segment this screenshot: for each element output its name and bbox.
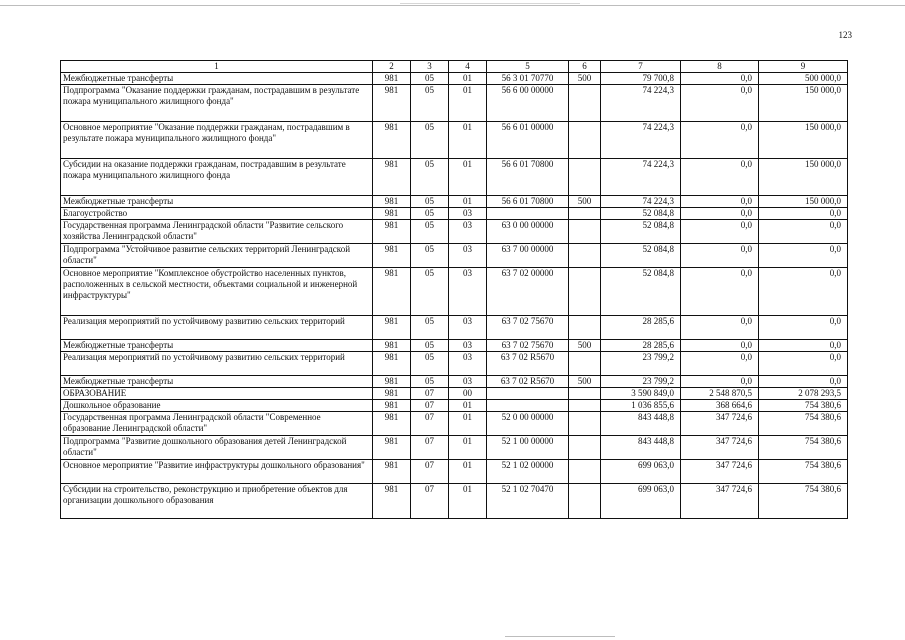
row-value-cell: 981 <box>373 436 411 460</box>
row-value-cell: 500 <box>569 376 601 388</box>
row-value-cell <box>569 220 601 244</box>
row-value-cell: 23 799,2 <box>601 376 681 388</box>
row-value-cell <box>569 122 601 159</box>
row-value-cell: 0,0 <box>681 73 759 85</box>
row-value-cell: 00 <box>449 388 487 400</box>
header-cell-4: 4 <box>449 61 487 73</box>
table-row <box>61 484 848 519</box>
row-value-cell: 150 000,0 <box>759 159 848 196</box>
row-value-cell: 01 <box>449 85 487 122</box>
row-value-cell: 981 <box>373 85 411 122</box>
row-value-cell: 05 <box>411 244 449 268</box>
row-value-cell: 05 <box>411 352 449 376</box>
table-row <box>61 376 848 388</box>
row-value-cell: 03 <box>449 316 487 340</box>
row-value-cell: 981 <box>373 316 411 340</box>
table-row <box>61 352 848 376</box>
row-value-cell: 79 700,8 <box>601 73 681 85</box>
row-value-cell <box>569 484 601 519</box>
row-value-cell: 843 448,8 <box>601 412 681 436</box>
row-value-cell: 63 7 02 75670 <box>487 316 569 340</box>
table-row <box>61 208 848 220</box>
row-value-cell: 05 <box>411 316 449 340</box>
row-name-cell: Реализация мероприятий по устойчивому развитию сельских территорий <box>61 352 373 376</box>
row-value-cell: 0,0 <box>681 340 759 352</box>
row-value-cell: 01 <box>449 122 487 159</box>
row-value-cell: 754 380,6 <box>759 436 848 460</box>
row-value-cell: 843 448,8 <box>601 436 681 460</box>
row-name-cell: Межбюджетные трансферты <box>61 340 373 352</box>
row-value-cell: 07 <box>411 400 449 412</box>
row-name-cell: Подпрограмма "Развитие дошкольного образования детей Ленинградской области" <box>61 436 373 460</box>
row-value-cell: 07 <box>411 460 449 484</box>
row-value-cell: 754 380,6 <box>759 484 848 519</box>
row-value-cell: 500 <box>569 73 601 85</box>
table-row <box>61 268 848 316</box>
row-value-cell: 07 <box>411 484 449 519</box>
row-value-cell <box>569 208 601 220</box>
row-value-cell: 0,0 <box>681 376 759 388</box>
row-value-cell: 23 799,2 <box>601 352 681 376</box>
table-row <box>61 388 848 400</box>
row-value-cell: 981 <box>373 268 411 316</box>
header-cell-5: 5 <box>487 61 569 73</box>
row-value-cell: 981 <box>373 122 411 159</box>
row-value-cell: 500 000,0 <box>759 73 848 85</box>
row-value-cell: 0,0 <box>681 196 759 208</box>
header-cell-6: 6 <box>569 61 601 73</box>
row-value-cell: 63 7 02 R5670 <box>487 352 569 376</box>
row-value-cell <box>569 460 601 484</box>
row-value-cell: 0,0 <box>759 376 848 388</box>
row-name-cell: Основное мероприятие "Комплексное обустройство населенных пунктов, расположенных в сельской местности, объектами социальной и инженерной инфраструктуры" <box>61 268 373 316</box>
row-value-cell <box>569 388 601 400</box>
row-name-cell: Субсидии на оказание поддержки гражданам, пострадавшим в результате пожара муниципального жилищного фонда <box>61 159 373 196</box>
row-value-cell: 52 1 00 00000 <box>487 436 569 460</box>
row-value-cell: 01 <box>449 73 487 85</box>
row-value-cell: 01 <box>449 196 487 208</box>
row-value-cell: 03 <box>449 268 487 316</box>
row-value-cell: 74 224,3 <box>601 85 681 122</box>
row-value-cell: 63 7 02 00000 <box>487 268 569 316</box>
row-value-cell: 368 664,6 <box>681 400 759 412</box>
row-value-cell: 0,0 <box>759 352 848 376</box>
row-value-cell: 754 380,6 <box>759 460 848 484</box>
row-value-cell: 01 <box>449 484 487 519</box>
row-value-cell: 52 084,8 <box>601 220 681 244</box>
row-value-cell: 0,0 <box>759 316 848 340</box>
row-value-cell: 981 <box>373 220 411 244</box>
row-value-cell: 981 <box>373 352 411 376</box>
row-value-cell: 05 <box>411 268 449 316</box>
row-value-cell: 52 1 02 00000 <box>487 460 569 484</box>
row-value-cell: 150 000,0 <box>759 85 848 122</box>
row-value-cell: 0,0 <box>681 316 759 340</box>
row-value-cell: 03 <box>449 352 487 376</box>
row-value-cell: 981 <box>373 460 411 484</box>
row-value-cell: 07 <box>411 388 449 400</box>
row-value-cell: 56 6 01 00000 <box>487 122 569 159</box>
row-value-cell: 07 <box>411 412 449 436</box>
row-value-cell: 01 <box>449 159 487 196</box>
row-value-cell: 981 <box>373 196 411 208</box>
row-value-cell: 03 <box>449 340 487 352</box>
row-value-cell: 699 063,0 <box>601 484 681 519</box>
row-name-cell: Благоустройство <box>61 208 373 220</box>
row-value-cell: 63 7 02 75670 <box>487 340 569 352</box>
row-value-cell: 05 <box>411 122 449 159</box>
row-value-cell: 347 724,6 <box>681 484 759 519</box>
row-value-cell: 01 <box>449 412 487 436</box>
row-value-cell: 03 <box>449 208 487 220</box>
row-value-cell: 56 3 01 70770 <box>487 73 569 85</box>
row-value-cell: 0,0 <box>681 208 759 220</box>
row-value-cell: 0,0 <box>681 122 759 159</box>
row-value-cell: 52 084,8 <box>601 208 681 220</box>
row-value-cell: 0,0 <box>759 340 848 352</box>
row-value-cell: 500 <box>569 340 601 352</box>
table-row <box>61 436 848 460</box>
row-value-cell: 347 724,6 <box>681 460 759 484</box>
row-value-cell <box>487 400 569 412</box>
row-name-cell: Государственная программа Ленинградской области "Современное образование Ленинградской области" <box>61 412 373 436</box>
table-header-row <box>61 61 848 73</box>
row-value-cell: 05 <box>411 85 449 122</box>
row-value-cell: 981 <box>373 412 411 436</box>
row-name-cell: Реализация мероприятий по устойчивому развитию сельских территорий <box>61 316 373 340</box>
row-value-cell: 0,0 <box>681 159 759 196</box>
table-row <box>61 400 848 412</box>
row-value-cell: 981 <box>373 376 411 388</box>
row-value-cell <box>569 85 601 122</box>
row-value-cell: 01 <box>449 460 487 484</box>
row-value-cell: 28 285,6 <box>601 340 681 352</box>
row-value-cell: 0,0 <box>759 268 848 316</box>
header-cell-3: 3 <box>411 61 449 73</box>
row-value-cell: 150 000,0 <box>759 122 848 159</box>
row-value-cell: 05 <box>411 196 449 208</box>
row-value-cell: 0,0 <box>681 85 759 122</box>
row-name-cell: Подпрограмма "Оказание поддержки гражданам, пострадавшим в результате пожара муниципального жилищного фонда" <box>61 85 373 122</box>
row-value-cell: 52 1 02 70470 <box>487 484 569 519</box>
row-value-cell: 01 <box>449 436 487 460</box>
row-value-cell: 05 <box>411 73 449 85</box>
row-value-cell: 05 <box>411 376 449 388</box>
row-value-cell: 347 724,6 <box>681 436 759 460</box>
row-name-cell: Основное мероприятие "Развитие инфраструктуры дошкольного образования" <box>61 460 373 484</box>
row-name-cell: Подпрограмма "Устойчивое развитие сельских территорий Ленинградской области" <box>61 244 373 268</box>
row-value-cell: 754 380,6 <box>759 400 848 412</box>
row-name-cell: Межбюджетные трансферты <box>61 376 373 388</box>
row-value-cell <box>487 388 569 400</box>
row-value-cell: 05 <box>411 220 449 244</box>
row-value-cell: 52 0 00 00000 <box>487 412 569 436</box>
row-value-cell: 0,0 <box>681 244 759 268</box>
row-value-cell <box>569 268 601 316</box>
row-value-cell: 52 084,8 <box>601 268 681 316</box>
budget-table <box>60 60 848 519</box>
row-value-cell: 150 000,0 <box>759 196 848 208</box>
row-value-cell: 05 <box>411 340 449 352</box>
header-cell-8: 8 <box>681 61 759 73</box>
header-cell-9: 9 <box>759 61 848 73</box>
table-row <box>61 340 848 352</box>
row-value-cell: 74 224,3 <box>601 159 681 196</box>
row-value-cell: 03 <box>449 244 487 268</box>
row-value-cell: 0,0 <box>681 220 759 244</box>
row-value-cell <box>487 208 569 220</box>
table-row <box>61 220 848 244</box>
row-name-cell: ОБРАЗОВАНИЕ <box>61 388 373 400</box>
row-value-cell: 56 6 01 70800 <box>487 159 569 196</box>
row-value-cell: 981 <box>373 159 411 196</box>
row-name-cell: Основное мероприятие "Оказание поддержки гражданам, пострадавшим в результате пожара муниципального жилищного фонда" <box>61 122 373 159</box>
header-cell-1: 1 <box>61 61 373 73</box>
bottom-scan-line <box>505 636 615 637</box>
row-value-cell: 500 <box>569 196 601 208</box>
top-scan-line <box>0 5 905 6</box>
row-value-cell: 699 063,0 <box>601 460 681 484</box>
row-value-cell: 0,0 <box>759 244 848 268</box>
row-value-cell: 981 <box>373 244 411 268</box>
row-value-cell: 0,0 <box>759 220 848 244</box>
row-value-cell: 0,0 <box>681 268 759 316</box>
row-value-cell: 63 7 00 00000 <box>487 244 569 268</box>
row-value-cell: 74 224,3 <box>601 122 681 159</box>
row-value-cell: 981 <box>373 73 411 85</box>
row-value-cell: 56 6 01 70800 <box>487 196 569 208</box>
row-value-cell: 981 <box>373 400 411 412</box>
row-value-cell: 3 590 849,0 <box>601 388 681 400</box>
row-value-cell <box>569 412 601 436</box>
row-value-cell: 28 285,6 <box>601 316 681 340</box>
row-value-cell: 981 <box>373 484 411 519</box>
table-row <box>61 244 848 268</box>
row-name-cell: Субсидии на строительство, реконструкцию и приобретение объектов для организации дошкольного образования <box>61 484 373 519</box>
row-name-cell: Межбюджетные трансферты <box>61 196 373 208</box>
row-value-cell: 981 <box>373 208 411 220</box>
row-value-cell: 07 <box>411 436 449 460</box>
row-value-cell: 63 7 02 R5670 <box>487 376 569 388</box>
row-value-cell: 03 <box>449 220 487 244</box>
row-value-cell <box>569 159 601 196</box>
table-row <box>61 159 848 196</box>
table-row <box>61 73 848 85</box>
row-value-cell <box>569 244 601 268</box>
row-value-cell: 981 <box>373 340 411 352</box>
row-value-cell: 74 224,3 <box>601 196 681 208</box>
top-scan-line-secondary <box>400 3 580 4</box>
row-value-cell: 63 0 00 00000 <box>487 220 569 244</box>
row-value-cell: 52 084,8 <box>601 244 681 268</box>
row-value-cell: 2 078 293,5 <box>759 388 848 400</box>
row-value-cell: 05 <box>411 159 449 196</box>
row-name-cell: Межбюджетные трансферты <box>61 73 373 85</box>
table-row <box>61 316 848 340</box>
row-value-cell: 56 6 00 00000 <box>487 85 569 122</box>
table-row <box>61 460 848 484</box>
row-value-cell <box>569 352 601 376</box>
row-value-cell: 03 <box>449 376 487 388</box>
table-row <box>61 196 848 208</box>
table-row <box>61 122 848 159</box>
table-row <box>61 85 848 122</box>
row-value-cell: 2 548 870,5 <box>681 388 759 400</box>
row-value-cell: 981 <box>373 388 411 400</box>
row-value-cell: 0,0 <box>759 208 848 220</box>
row-value-cell: 0,0 <box>681 352 759 376</box>
table-row <box>61 412 848 436</box>
row-name-cell: Государственная программа Ленинградской области "Развитие сельского хозяйства Ленинградской области" <box>61 220 373 244</box>
row-value-cell <box>569 436 601 460</box>
row-value-cell: 347 724,6 <box>681 412 759 436</box>
header-cell-7: 7 <box>601 61 681 73</box>
row-value-cell: 1 036 855,6 <box>601 400 681 412</box>
row-name-cell: Дошкольное образование <box>61 400 373 412</box>
page-number: 123 <box>838 30 852 40</box>
row-value-cell: 754 380,6 <box>759 412 848 436</box>
header-cell-2: 2 <box>373 61 411 73</box>
row-value-cell <box>569 316 601 340</box>
row-value-cell: 01 <box>449 400 487 412</box>
row-value-cell <box>569 400 601 412</box>
row-value-cell: 05 <box>411 208 449 220</box>
